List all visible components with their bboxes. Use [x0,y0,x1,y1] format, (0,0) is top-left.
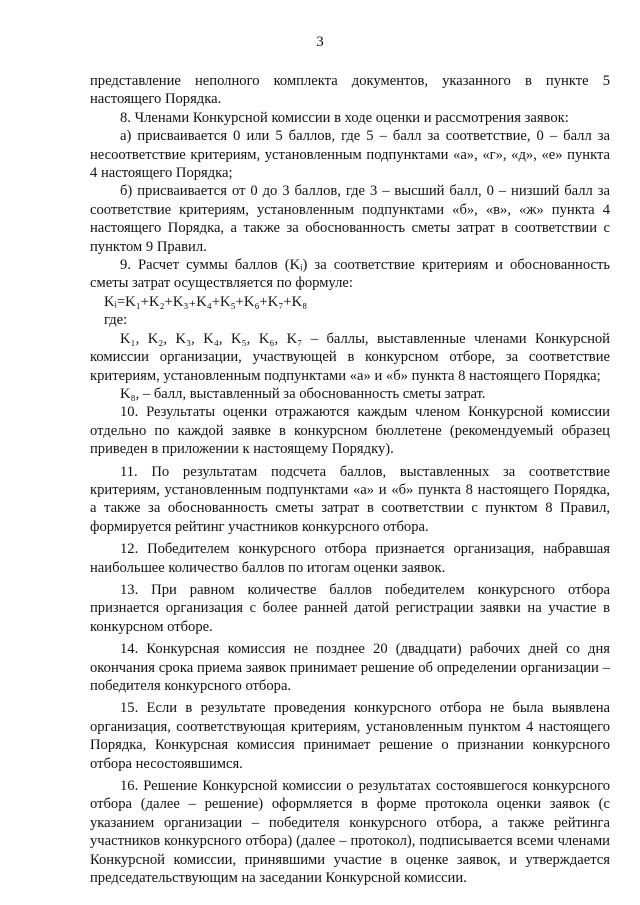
paragraph-8-b: б) присваивается от 0 до 3 баллов, где 3 – высший балл, 0 – низший балл за соответствие критериям, установленным подпунктами «б», «в», «ж» пункта 4 настоящего Порядка, а также за обоснованность сметы затрат в соответствии с пунктом 9 Правил. [90,183,610,255]
paragraph-continuation: представление неполного комплекта документов, указанного в пункте 5 настоящего Порядка. [90,73,610,108]
score-formula: Kᵢ=K₁+K₂+K₃₊K₄+K₅+K₆+K₇+K₈ [104,293,308,310]
paragraph-12: 12. Победителем конкурсного отбора признается организация, набравшая наибольшее количество баллов по итогам оценки заявок. [90,541,610,576]
formula-k8-definition: K₈, – балл, выставленный за обоснованность сметы затрат. [120,385,486,402]
paragraph-11: 11. По результатам подсчета баллов, выставленных за соответствие критериям, установленным подпунктами «а» и «б» пункта 8 настоящего Порядка, а также за обоснованность сметы затрат в соответствии с пунктом 8 Правил, формируется рейтинг участников конкурсного отбора. [90,463,610,535]
formula-k1-k7-definition: K₁, K₂, K₃, K₄, K₅, K₆, K₇ – баллы, выставленные членами Конкурсной комиссии организации, участвующей в конкурсном отборе, за соответствие критериям, установленным подпунктами «а» и «б» пункта 8 настоящего Порядка; [90,330,610,384]
paragraph-8: 8. Членами Конкурсной комиссии в ходе оценки и рассмотрения заявок: [120,109,569,126]
document-body [90,72,610,887]
paragraph-15: 15. Если в результате проведения конкурсного отбора не была выявлена организация, соответствующая критериям, установленным пунктом 4 настоящего Порядка, Конкурсная комиссия принимает решение о признании конкурсного отбора несостоявшимся. [90,700,610,772]
paragraph-14: 14. Конкурсная комиссия не позднее 20 (двадцати) рабочих дней со дня окончания срока приема заявок принимает решение об определении организации – победителя конкурсного отбора. [90,641,610,694]
paragraph-13: 13. При равном количестве баллов победителем конкурсного отбора признается организация с более ранней датой регистрации заявки на участие в конкурсном отборе. [90,581,610,635]
paragraph-16: 16. Решение Конкурсной комиссии о результатах состоявшегося конкурсного отбора (далее – решение) оформляется в форме протокола оценки заявок (с указанием организации – победителя конкурсного отбора, а также рейтинга участников конкурсного отбора) (далее – протокол), подписывается всеми членами Конкурсной комиссии, принявшими участие в оценке заявок, и утверждается председательствующим на заседании Конкурсной комиссии. [90,778,610,887]
paragraph-8-a: а) присваивается 0 или 5 баллов, где 5 – балл за соответствие, 0 – балл за несоответствие критериям, установленным подпунктами «а», «г», «д», «е» пункта 4 настоящего Порядка; [90,128,610,182]
page-number: 3 [316,34,324,50]
formula-where-label: где: [104,312,128,329]
paragraph-9: 9. Расчет суммы баллов (Kᵢ) за соответствие критериям и обоснованность сметы затрат осуществляется по формуле: [90,257,610,292]
paragraph-10: 10. Результаты оценки отражаются каждым членом Конкурсной комиссии отдельно по каждой заявке в конкурсном бюллетене (рекомендуемый образец приведен в приложении к настоящему Порядку). [90,404,610,458]
